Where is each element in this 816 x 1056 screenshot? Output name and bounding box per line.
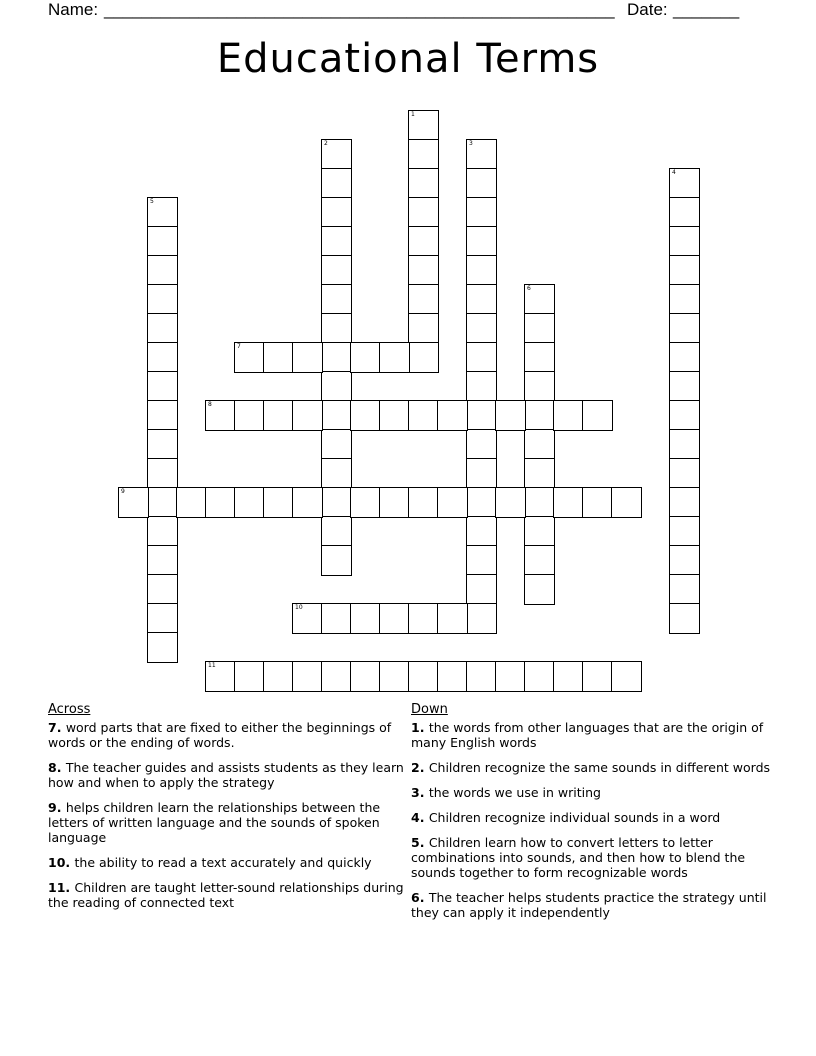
clue-number: 1. xyxy=(411,720,429,735)
clue-number: 8. xyxy=(48,760,66,775)
grid-cell[interactable] xyxy=(466,197,497,228)
grid-cell[interactable] xyxy=(408,226,439,257)
clue-text: The teacher guides and assists students as they learn how and when to apply the strategy xyxy=(48,760,404,790)
grid-cell[interactable] xyxy=(292,661,323,692)
clue-number: 2. xyxy=(411,760,429,775)
grid-cell[interactable] xyxy=(292,400,323,431)
grid-cell[interactable] xyxy=(292,603,323,634)
grid-cell[interactable] xyxy=(466,342,497,373)
down-clue-1 xyxy=(411,720,771,750)
grid-cell[interactable] xyxy=(321,487,352,518)
grid-cell[interactable] xyxy=(147,342,178,373)
grid-cell[interactable] xyxy=(408,487,439,518)
grid-cell[interactable] xyxy=(263,661,294,692)
cell-number: 6 xyxy=(527,285,531,292)
grid-cell[interactable] xyxy=(408,255,439,286)
grid-cell[interactable] xyxy=(466,429,497,460)
grid-cell[interactable] xyxy=(321,197,352,228)
cell-number: 8 xyxy=(208,401,212,408)
grid-cell[interactable] xyxy=(669,516,700,547)
page-title: Educational Terms xyxy=(216,36,600,82)
across-clue-9 xyxy=(48,800,408,845)
grid-cell[interactable] xyxy=(350,661,381,692)
cell-number: 1 xyxy=(411,111,415,118)
grid-cell[interactable] xyxy=(147,226,178,257)
grid-cell[interactable] xyxy=(321,313,352,344)
grid-cell[interactable] xyxy=(524,400,555,431)
grid-cell[interactable] xyxy=(321,429,352,460)
grid-cell[interactable] xyxy=(669,226,700,257)
grid-cell[interactable] xyxy=(321,284,352,315)
grid-cell[interactable] xyxy=(379,342,410,373)
grid-cell[interactable] xyxy=(147,400,178,431)
grid-cell[interactable] xyxy=(321,545,352,576)
grid-cell[interactable] xyxy=(437,661,468,692)
grid-cell[interactable] xyxy=(611,661,642,692)
grid-cell[interactable] xyxy=(582,661,613,692)
grid-cell[interactable] xyxy=(669,458,700,489)
grid-cell[interactable] xyxy=(524,429,555,460)
grid-cell[interactable] xyxy=(669,400,700,431)
grid-cell[interactable] xyxy=(524,342,555,373)
across-clues xyxy=(48,702,408,920)
clue-text: the words we use in writing xyxy=(428,785,601,800)
clue-text: the ability to read a text accurately and quickly xyxy=(74,855,372,870)
grid-cell[interactable] xyxy=(408,197,439,228)
grid-cell[interactable] xyxy=(669,284,700,315)
grid-cell[interactable] xyxy=(292,487,323,518)
grid-cell[interactable] xyxy=(408,110,439,141)
down-heading: Down xyxy=(411,702,448,717)
grid-cell[interactable] xyxy=(321,458,352,489)
grid-cell[interactable] xyxy=(321,400,352,431)
across-clue-8 xyxy=(48,760,408,790)
grid-cell[interactable] xyxy=(379,487,410,518)
grid-cell[interactable] xyxy=(321,661,352,692)
clue-number: 9. xyxy=(48,800,66,815)
grid-cell[interactable] xyxy=(321,168,352,199)
down-clue-5 xyxy=(411,835,771,880)
grid-cell[interactable] xyxy=(147,313,178,344)
grid-cell[interactable] xyxy=(524,545,555,576)
grid-cell[interactable] xyxy=(466,168,497,199)
grid-cell[interactable] xyxy=(379,661,410,692)
grid-cell[interactable] xyxy=(495,661,526,692)
grid-cell[interactable] xyxy=(669,313,700,344)
grid-cell[interactable] xyxy=(379,400,410,431)
grid-cell[interactable] xyxy=(350,487,381,518)
grid-cell[interactable] xyxy=(669,255,700,286)
grid-cell[interactable] xyxy=(524,313,555,344)
cell-number: 3 xyxy=(469,140,473,147)
grid-cell[interactable] xyxy=(669,487,700,518)
across-clue-11 xyxy=(48,880,408,910)
clue-number: 4. xyxy=(411,810,429,825)
date-line[interactable]: _______ xyxy=(673,0,740,19)
grid-cell[interactable] xyxy=(147,545,178,576)
down-clue-2 xyxy=(411,760,771,775)
grid-cell[interactable] xyxy=(524,574,555,605)
grid-cell[interactable] xyxy=(466,661,497,692)
grid-cell[interactable] xyxy=(176,487,207,518)
grid-cell[interactable] xyxy=(466,226,497,257)
grid-cell[interactable] xyxy=(466,603,497,634)
clue-text: the words from other languages that are the origin of many English words xyxy=(411,720,764,750)
grid-cell[interactable] xyxy=(524,516,555,547)
grid-cell[interactable] xyxy=(263,400,294,431)
grid-cell[interactable] xyxy=(147,255,178,286)
grid-cell[interactable] xyxy=(147,487,178,518)
grid-cell[interactable] xyxy=(321,139,352,170)
grid-cell[interactable] xyxy=(669,342,700,373)
grid-cell[interactable] xyxy=(147,429,178,460)
clue-text: The teacher helps students practice the strategy until they can apply it independently xyxy=(411,890,767,920)
grid-cell[interactable] xyxy=(524,371,555,402)
name-line[interactable]: ______________________________________________________ xyxy=(104,0,615,19)
grid-cell[interactable] xyxy=(292,342,323,373)
cell-number: 5 xyxy=(150,198,154,205)
grid-cell[interactable] xyxy=(437,603,468,634)
cell-number: 11 xyxy=(208,662,216,669)
down-clue-4 xyxy=(411,810,771,825)
grid-cell[interactable] xyxy=(466,400,497,431)
grid-cell[interactable] xyxy=(669,574,700,605)
grid-cell[interactable] xyxy=(234,400,265,431)
grid-cell[interactable] xyxy=(408,603,439,634)
grid-cell[interactable] xyxy=(321,342,352,373)
grid-cell[interactable] xyxy=(553,487,584,518)
clue-text: helps children learn the relationships between the letters of written language and the sounds of spoken language xyxy=(48,800,381,845)
grid-cell[interactable] xyxy=(408,284,439,315)
grid-cell[interactable] xyxy=(350,400,381,431)
grid-cell[interactable] xyxy=(582,400,613,431)
grid-cell[interactable] xyxy=(147,632,178,663)
cell-number: 7 xyxy=(237,343,241,350)
grid-cell[interactable] xyxy=(669,371,700,402)
grid-cell[interactable] xyxy=(466,487,497,518)
clue-number: 3. xyxy=(411,785,429,800)
grid-cell[interactable] xyxy=(350,342,381,373)
grid-cell[interactable] xyxy=(466,371,497,402)
grid-cell[interactable] xyxy=(321,516,352,547)
grid-cell[interactable] xyxy=(669,429,700,460)
grid-cell[interactable] xyxy=(205,487,236,518)
clue-number: 11. xyxy=(48,880,75,895)
grid-cell[interactable] xyxy=(466,458,497,489)
grid-cell[interactable] xyxy=(321,226,352,257)
grid-cell[interactable] xyxy=(524,458,555,489)
across-clue-10 xyxy=(48,855,408,870)
grid-cell[interactable] xyxy=(408,168,439,199)
grid-cell[interactable] xyxy=(669,168,700,199)
grid-cell[interactable] xyxy=(147,603,178,634)
clue-number: 6. xyxy=(411,890,429,905)
grid-cell[interactable] xyxy=(669,545,700,576)
grid-cell[interactable] xyxy=(524,487,555,518)
grid-cell[interactable] xyxy=(437,400,468,431)
clue-text: Children recognize individual sounds in a word xyxy=(428,810,721,825)
grid-cell[interactable] xyxy=(118,487,149,518)
grid-cell[interactable] xyxy=(408,661,439,692)
date-label: Date: xyxy=(627,0,668,19)
name-label: Name: xyxy=(48,0,99,19)
clue-number: 5. xyxy=(411,835,429,850)
grid-cell[interactable] xyxy=(408,139,439,170)
grid-cell[interactable] xyxy=(466,545,497,576)
grid-cell[interactable] xyxy=(147,284,178,315)
grid-cell[interactable] xyxy=(408,400,439,431)
grid-cell[interactable] xyxy=(466,139,497,170)
grid-cell[interactable] xyxy=(147,516,178,547)
grid-cell[interactable] xyxy=(495,487,526,518)
grid-cell[interactable] xyxy=(147,197,178,228)
grid-cell[interactable] xyxy=(466,516,497,547)
grid-cell[interactable] xyxy=(466,574,497,605)
grid-cell[interactable] xyxy=(147,458,178,489)
down-clues xyxy=(411,702,771,930)
clue-text: Children recognize the same sounds in different words xyxy=(428,760,771,775)
grid-cell[interactable] xyxy=(553,400,584,431)
grid-cell[interactable] xyxy=(263,487,294,518)
grid-cell[interactable] xyxy=(379,603,410,634)
cell-number: 10 xyxy=(295,604,303,611)
clue-number: 7. xyxy=(48,720,66,735)
grid-cell[interactable] xyxy=(408,342,439,373)
clue-number: 10. xyxy=(48,855,75,870)
across-clue-7 xyxy=(48,720,408,750)
grid-cell[interactable] xyxy=(582,487,613,518)
down-clue-6 xyxy=(411,890,771,920)
grid-cell[interactable] xyxy=(669,197,700,228)
grid-cell[interactable] xyxy=(234,342,265,373)
grid-cell[interactable] xyxy=(466,313,497,344)
grid-cell[interactable] xyxy=(321,603,352,634)
grid-cell[interactable] xyxy=(263,342,294,373)
grid-cell[interactable] xyxy=(408,313,439,344)
clue-text: Children are taught letter-sound relationships during the reading of connected text xyxy=(48,880,404,910)
grid-cell[interactable] xyxy=(234,661,265,692)
clue-text: Children learn how to convert letters to letter combinations into sounds, and then how to blend the sounds together to form recognizable words xyxy=(411,835,746,880)
cell-number: 9 xyxy=(121,488,125,495)
down-clue-3 xyxy=(411,785,771,800)
grid-cell[interactable] xyxy=(205,661,236,692)
grid-cell[interactable] xyxy=(205,400,236,431)
grid-cell[interactable] xyxy=(147,574,178,605)
grid-cell[interactable] xyxy=(669,603,700,634)
grid-cell[interactable] xyxy=(437,487,468,518)
grid-cell[interactable] xyxy=(147,371,178,402)
grid-cell[interactable] xyxy=(321,255,352,286)
grid-cell[interactable] xyxy=(234,487,265,518)
grid-cell[interactable] xyxy=(611,487,642,518)
grid-cell[interactable] xyxy=(466,255,497,286)
cell-number: 4 xyxy=(672,169,676,176)
across-heading: Across xyxy=(48,702,91,717)
grid-cell[interactable] xyxy=(495,400,526,431)
clue-text: word parts that are fixed to either the beginnings of words or the ending of words. xyxy=(48,720,392,750)
grid-cell[interactable] xyxy=(321,371,352,402)
grid-cell[interactable] xyxy=(524,661,555,692)
cell-number: 2 xyxy=(324,140,328,147)
grid-cell[interactable] xyxy=(350,603,381,634)
grid-cell[interactable] xyxy=(466,284,497,315)
grid-cell[interactable] xyxy=(553,661,584,692)
grid-cell[interactable] xyxy=(524,284,555,315)
